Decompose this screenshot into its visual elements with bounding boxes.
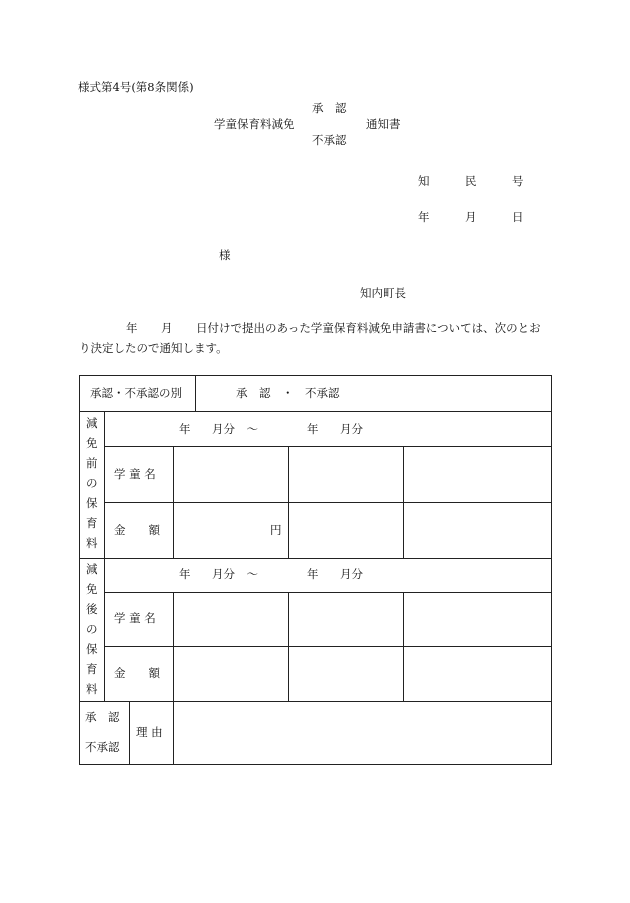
title-disapprove: 不承認 [312,133,347,147]
final-approve: 承 認 [85,710,120,724]
after-period-month-1: 月分 ～ [212,567,258,581]
after-label-char: 料 [86,682,98,696]
after-label-char: 減 [86,562,98,576]
after-label-char: 後 [86,602,98,616]
title-prefix: 学童保育料減免 [214,117,295,131]
title-approve: 承 認 [312,101,347,115]
decision-value: 承 認 ・ 不承認 [236,386,340,400]
after-amount-label: 金 額 [114,666,160,680]
before-amount-label: 金 額 [114,523,160,537]
body-line-1: 日付けで提出のあった学童保育料減免申請書については、次のとお [196,321,541,335]
after-period-year-2: 年 [307,567,319,581]
title-suffix: 通知書 [366,117,401,131]
after-label-char: 免 [86,582,98,596]
body-month: 月 [161,321,173,335]
before-period-year-2: 年 [307,422,319,436]
date-year: 年 [418,210,430,224]
body-line-2: り決定したので通知します。 [79,341,228,355]
before-label-char: 減 [86,416,98,430]
before-label-char: 免 [86,436,98,450]
doc-number-char-2: 民 [465,174,477,188]
before-label-char: 保 [86,496,98,510]
final-disapprove: 不承認 [85,740,120,754]
after-label-char: の [86,622,98,636]
before-label-char: 前 [86,456,98,470]
doc-number-char-1: 知 [418,174,430,188]
issuer: 知内町長 [360,286,406,300]
before-label-char: の [86,476,98,490]
date-month: 月 [465,210,477,224]
before-yen: 円 [270,523,282,537]
after-period-year-1: 年 [179,567,191,581]
before-period-month-1: 月分 ～ [212,422,258,436]
before-period-month-2: 月分 [340,422,363,436]
after-label-char: 育 [86,662,98,676]
before-label-char: 育 [86,516,98,530]
doc-number-char-3: 号 [512,174,524,188]
date-day: 日 [512,210,524,224]
after-child-name-label: 学 童 名 [114,611,156,625]
before-label-char: 料 [86,536,98,550]
after-label-char: 保 [86,642,98,656]
form-number: 様式第4号(第8条関係) [78,80,194,94]
before-period-year-1: 年 [179,422,191,436]
before-child-name-label: 学 童 名 [114,467,156,481]
decision-label: 承認・不承認の別 [90,386,182,400]
after-period-month-2: 月分 [340,567,363,581]
body-year: 年 [126,321,138,335]
addressee-suffix: 様 [219,248,231,262]
reason-label: 理 由 [136,725,163,739]
